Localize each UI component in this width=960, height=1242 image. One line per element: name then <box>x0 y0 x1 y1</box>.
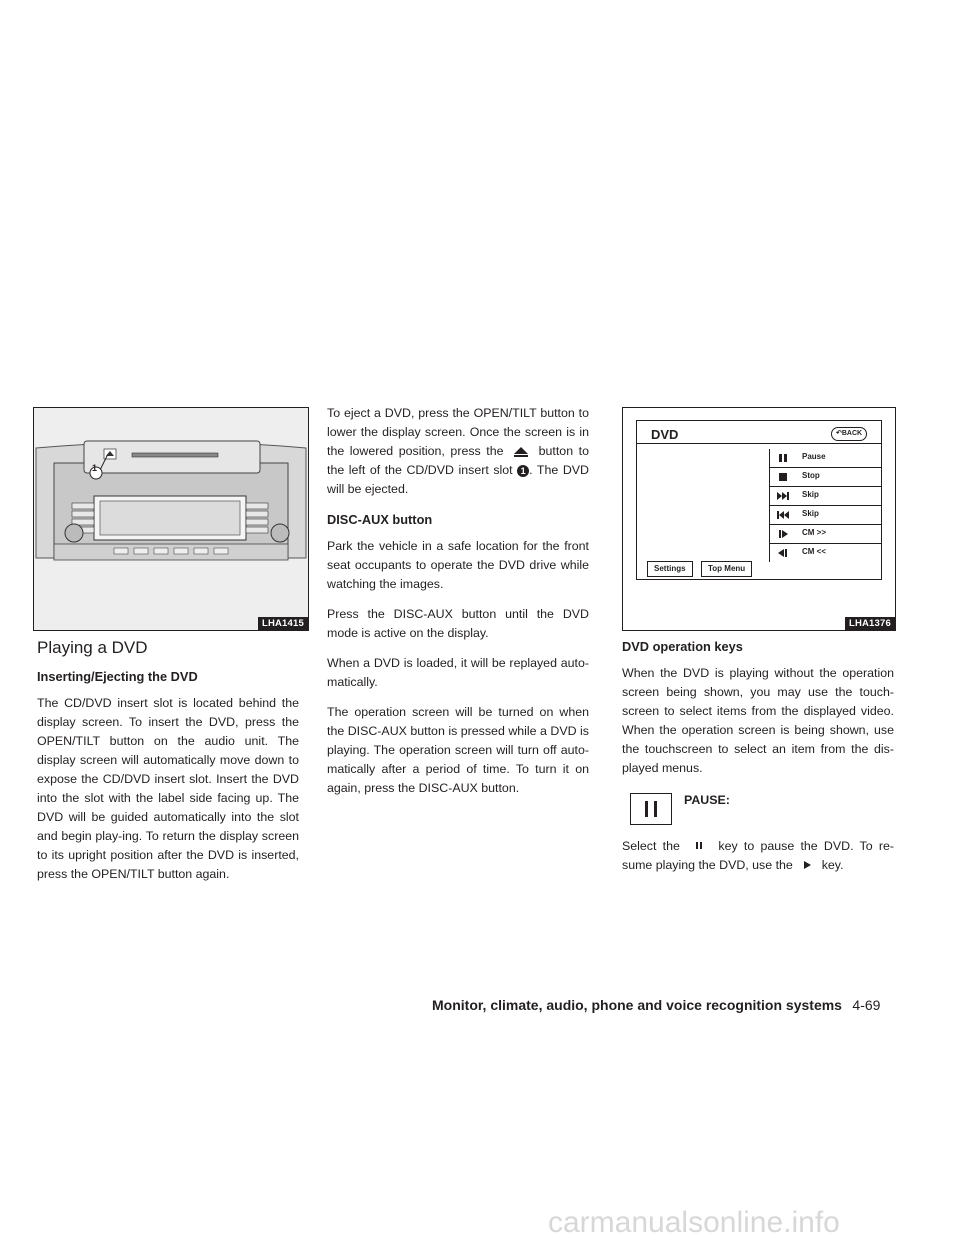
menu-item-label: CM >> <box>802 528 827 537</box>
callout-1-circle: 1 <box>517 465 529 477</box>
head-unit-illustration <box>34 408 308 630</box>
paragraph: When a DVD is loaded, it will be replayed auto-matically. <box>327 656 589 689</box>
menu-item-label: Skip <box>802 490 819 499</box>
pause-row <box>622 789 894 829</box>
text-run: To eject a DVD, press the OPEN/TILT button to lower the display screen. Once the screen is in the lowered position, press the <box>327 406 589 458</box>
pause-key-box <box>630 793 672 825</box>
figure-head-unit <box>33 407 309 631</box>
figure-dvd-screen <box>622 407 896 631</box>
paragraph: Park the vehicle in a safe location for the front seat occupants to operate the DVD drive while watching the images. <box>327 539 589 591</box>
play-icon <box>796 860 818 872</box>
paragraph: When the DVD is playing without the operation screen being shown, you may use the touch-screen to select items from the displayed video. When the operation screen is being shown, use the touchscreen to select an item from the dis-played menus. <box>622 666 894 775</box>
menu-item-skip-back[interactable] <box>770 506 882 525</box>
menu-item-stop[interactable] <box>770 468 882 487</box>
skip-back-icon <box>776 510 790 520</box>
screen-title: DVD <box>651 427 679 442</box>
menu-item-skip-forward[interactable] <box>770 487 882 506</box>
back-label: BACK <box>841 430 863 437</box>
paragraph: The operation screen will be turned on when the DISC-AUX button is pressed while a DVD is playing. The operation screen will turn off auto-matically after a period of time. To turn it on again, press the DISC-AUX button. <box>327 705 589 795</box>
watermark: carmanualsonline.info <box>548 1206 840 1239</box>
figure-label-right: LHA1376 <box>845 617 895 630</box>
pause-small-icon <box>686 841 712 853</box>
menu-item-cm-back[interactable] <box>770 544 882 562</box>
top-menu-button[interactable]: Top Menu <box>701 561 752 577</box>
settings-button[interactable]: Settings <box>647 561 693 577</box>
paragraph-pause <box>622 837 894 875</box>
menu-item-label: Skip <box>802 509 819 518</box>
eject-icon <box>509 446 533 458</box>
page-number: 4-69 <box>852 997 881 1013</box>
text-run: button to the left of the CD/DVD insert slot <box>327 444 589 477</box>
pause-heading: PAUSE: <box>684 793 730 807</box>
cm-back-icon <box>776 548 790 558</box>
dvd-operation-screen <box>636 420 882 580</box>
figure-label-left: LHA1415 <box>258 617 308 630</box>
back-arrow-icon: ↶ <box>836 430 842 437</box>
text-run: key to pause the DVD. To re-sume playing the DVD, use the <box>622 839 894 872</box>
cm-forward-icon <box>776 529 790 539</box>
subheading-operation-keys: DVD operation keys <box>622 639 743 654</box>
paragraph: The CD/DVD insert slot is located behind the display screen. To insert the DVD, press the OPEN/TILT button on the audio unit. The display screen will automatically move down to expose the CD/DVD insert slot. Insert the DVD into the slot with the label side facing up. The DVD will be guided automatically into the slot and begin play-ing. To return the display screen to its upright position after the DVD is inserted, press the OPEN/TILT button again. <box>37 696 299 881</box>
text-run: key. <box>821 858 844 872</box>
pause-icon <box>631 794 671 824</box>
dvd-menu <box>769 449 882 562</box>
paragraph-eject <box>327 404 589 499</box>
menu-item-label: Pause <box>802 452 826 461</box>
callout-1: 1 <box>92 463 98 473</box>
stop-icon <box>776 472 790 482</box>
pause-icon <box>776 453 790 463</box>
menu-item-label: Stop <box>802 471 820 480</box>
menu-item-cm-forward[interactable] <box>770 525 882 544</box>
paragraph: Press the DISC-AUX button until the DVD mode is active on the display. <box>327 607 589 640</box>
column-3 <box>622 637 894 886</box>
column-2 <box>327 404 589 809</box>
subheading-disc-aux: DISC-AUX button <box>327 512 433 527</box>
subheading-insert-eject: Inserting/Ejecting the DVD <box>37 669 198 684</box>
menu-item-pause[interactable] <box>770 449 882 468</box>
text-run: Select the <box>622 839 680 853</box>
section-title: Playing a DVD <box>37 638 148 657</box>
skip-forward-icon <box>776 491 790 501</box>
text-run: . The DVD will be ejected. <box>327 463 589 496</box>
menu-item-label: CM << <box>802 547 827 556</box>
title-divider <box>637 443 881 444</box>
back-button[interactable] <box>831 427 867 441</box>
footer <box>432 997 880 1015</box>
footer-title: Monitor, climate, audio, phone and voice recognition systems <box>432 997 842 1013</box>
column-1 <box>37 638 299 895</box>
